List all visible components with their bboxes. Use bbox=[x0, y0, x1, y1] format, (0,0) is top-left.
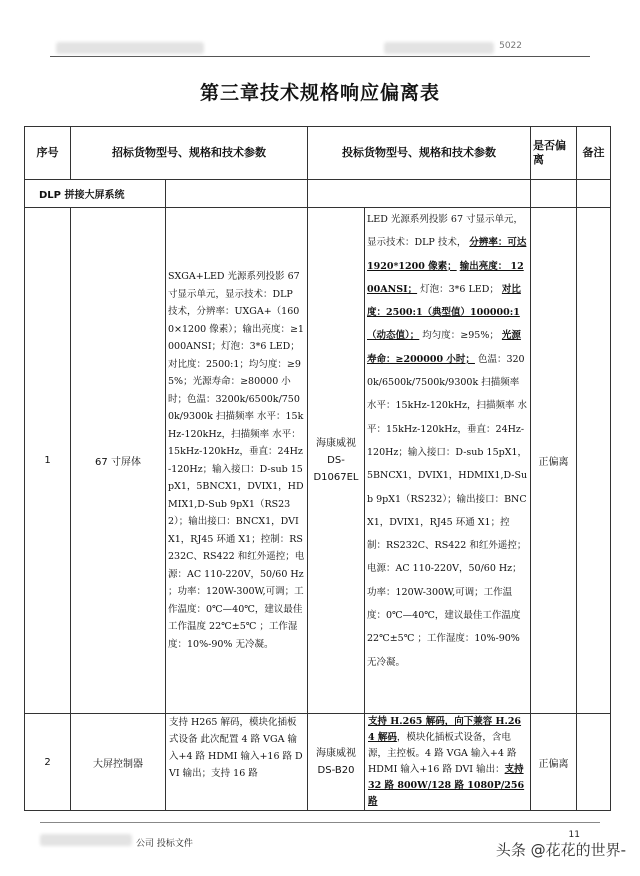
deviation-status: 正偏离 bbox=[531, 714, 577, 811]
table-row bbox=[25, 208, 611, 714]
footer-divider bbox=[40, 822, 600, 823]
bid-spec-highlight: 分辨率：可达 1920*1200 像素； bbox=[367, 237, 527, 272]
row-no: 2 bbox=[25, 714, 71, 811]
bid-spec-highlight: 支持 32 路 800W/128 路 1080P/256 路 bbox=[368, 764, 525, 807]
bid-model: 海康威视 DS-D1067EL bbox=[308, 208, 365, 714]
section-row bbox=[25, 180, 611, 208]
row-item-name: 大屏控制器 bbox=[71, 714, 166, 811]
col-header-no: 序号 bbox=[25, 127, 71, 180]
watermark: 头条 @花花的世界- bbox=[495, 841, 626, 859]
page-header bbox=[50, 36, 590, 57]
bid-spec-highlight: 支持 H.265 解码，向下兼容 H.264 解码 bbox=[368, 716, 522, 743]
bid-spec bbox=[365, 208, 531, 714]
bid-spec-highlight: 输出亮度： 1200ANSI； bbox=[367, 260, 524, 295]
bid-spec-text: 均匀度：≥95%； bbox=[422, 330, 499, 342]
col-header-bid: 投标货物型号、规格和技术参数 bbox=[308, 127, 531, 180]
bid-model: 海康威视 DS-B20 bbox=[308, 714, 365, 811]
bid-spec-text: 色温：3200k/6500k/7500k/9300k 扫描频率 水平：15kHz-120kHz，扫描频率 水平：15kHz-120kHz，垂直：24Hz-120Hz；输入接口：D-sub 15pX1，5BNCX1，DVIX1，HDMIX1,D-Sub 9pX1（RS232）；输出接口：BNCX1，DVIX1，RJ45 环通 X1；控制：RS232C、RS422 和红外遥控；电源：AC 110-220V，50/60 Hz；功率：120W-300W,可调；工作温度：0℃—40℃，建议最佳工作温度 22℃±5℃ ；工作湿度：10%-90% 无冷凝。 bbox=[367, 353, 528, 668]
header-code: 5022 bbox=[499, 41, 522, 51]
footer-company: 公司 投标文件 bbox=[136, 839, 193, 849]
tender-spec: SXGA+LED 光源系列投影 67 寸显示单元，显示技术：DLP 技术，分辨率：UXGA+（1600×1200 像素）；输出亮度：≥1000ANSI；灯泡：3*6 LED；对比度：2500:1；均匀度：≥95%；光源寿命：≥80000 小时；色温：3200k/6500k/7500k/9300k 扫描频率 水平：15kHz-120kHz，扫描频率 水平：15kHz-120kHz，垂直：24Hz-120Hz；输入接口：D-sub 15pX1，5BNCX1，DVIX1，HDMIX1,D-Sub 9pX1（RS232）；输出接口：BNCX1，DVIX1，RJ45 环通 X1；控制：RS232C、RS422 和红外遥控；电源：AC 110-220V，50/60 Hz ；功率：120W-300W,可调；工作温度：0℃—40℃，建议最佳工作温度 22℃±5℃ ；工作湿度：10%-90% 无冷凝。 bbox=[166, 208, 308, 714]
redacted-header-right bbox=[384, 42, 494, 54]
page-number: 11 bbox=[568, 830, 580, 840]
section-title: DLP 拼接大屏系统 bbox=[25, 180, 166, 208]
col-header-tender: 招标货物型号、规格和技术参数 bbox=[71, 127, 308, 180]
spec-deviation-table bbox=[24, 126, 611, 811]
redacted-company-name bbox=[40, 834, 132, 846]
bid-spec bbox=[365, 714, 531, 811]
bid-spec-highlight: 光源寿命：≥200000 小时； bbox=[367, 330, 521, 365]
bid-spec-text: LED 光源系列投影 67 寸显示单元，显示技术：DLP 技术， bbox=[367, 214, 524, 249]
row-item-name: 67 寸屏体 bbox=[71, 208, 166, 714]
table-row bbox=[25, 714, 611, 811]
tender-spec: 支持 H265 解码，模块化插板式设备 此次配置 4 路 VGA 输入+4 路 HDMI 输入+16 路 DVI 输出；支持 16 路 bbox=[166, 714, 308, 811]
table-header-row bbox=[25, 127, 611, 180]
col-header-remark: 备注 bbox=[577, 127, 611, 180]
redacted-header-left bbox=[56, 42, 204, 54]
col-header-deviation: 是否偏离 bbox=[531, 127, 577, 180]
deviation-status: 正偏离 bbox=[531, 208, 577, 714]
remark bbox=[577, 208, 611, 714]
bid-spec-text: ，模块化插板式设备，含电源，主控板。4 路 VGA 输入+4 路 HDMI 输入+16 路 DVI 输出： bbox=[368, 732, 517, 775]
remark bbox=[577, 714, 611, 811]
page-title: 第三章技术规格响应偏离表 bbox=[199, 82, 440, 104]
bid-spec-highlight: 对比度：2500:1（典型值）100000:1（动态值）； bbox=[367, 283, 521, 342]
bid-spec-text: 灯泡：3*6 LED； bbox=[420, 283, 499, 295]
row-no: 1 bbox=[25, 208, 71, 714]
